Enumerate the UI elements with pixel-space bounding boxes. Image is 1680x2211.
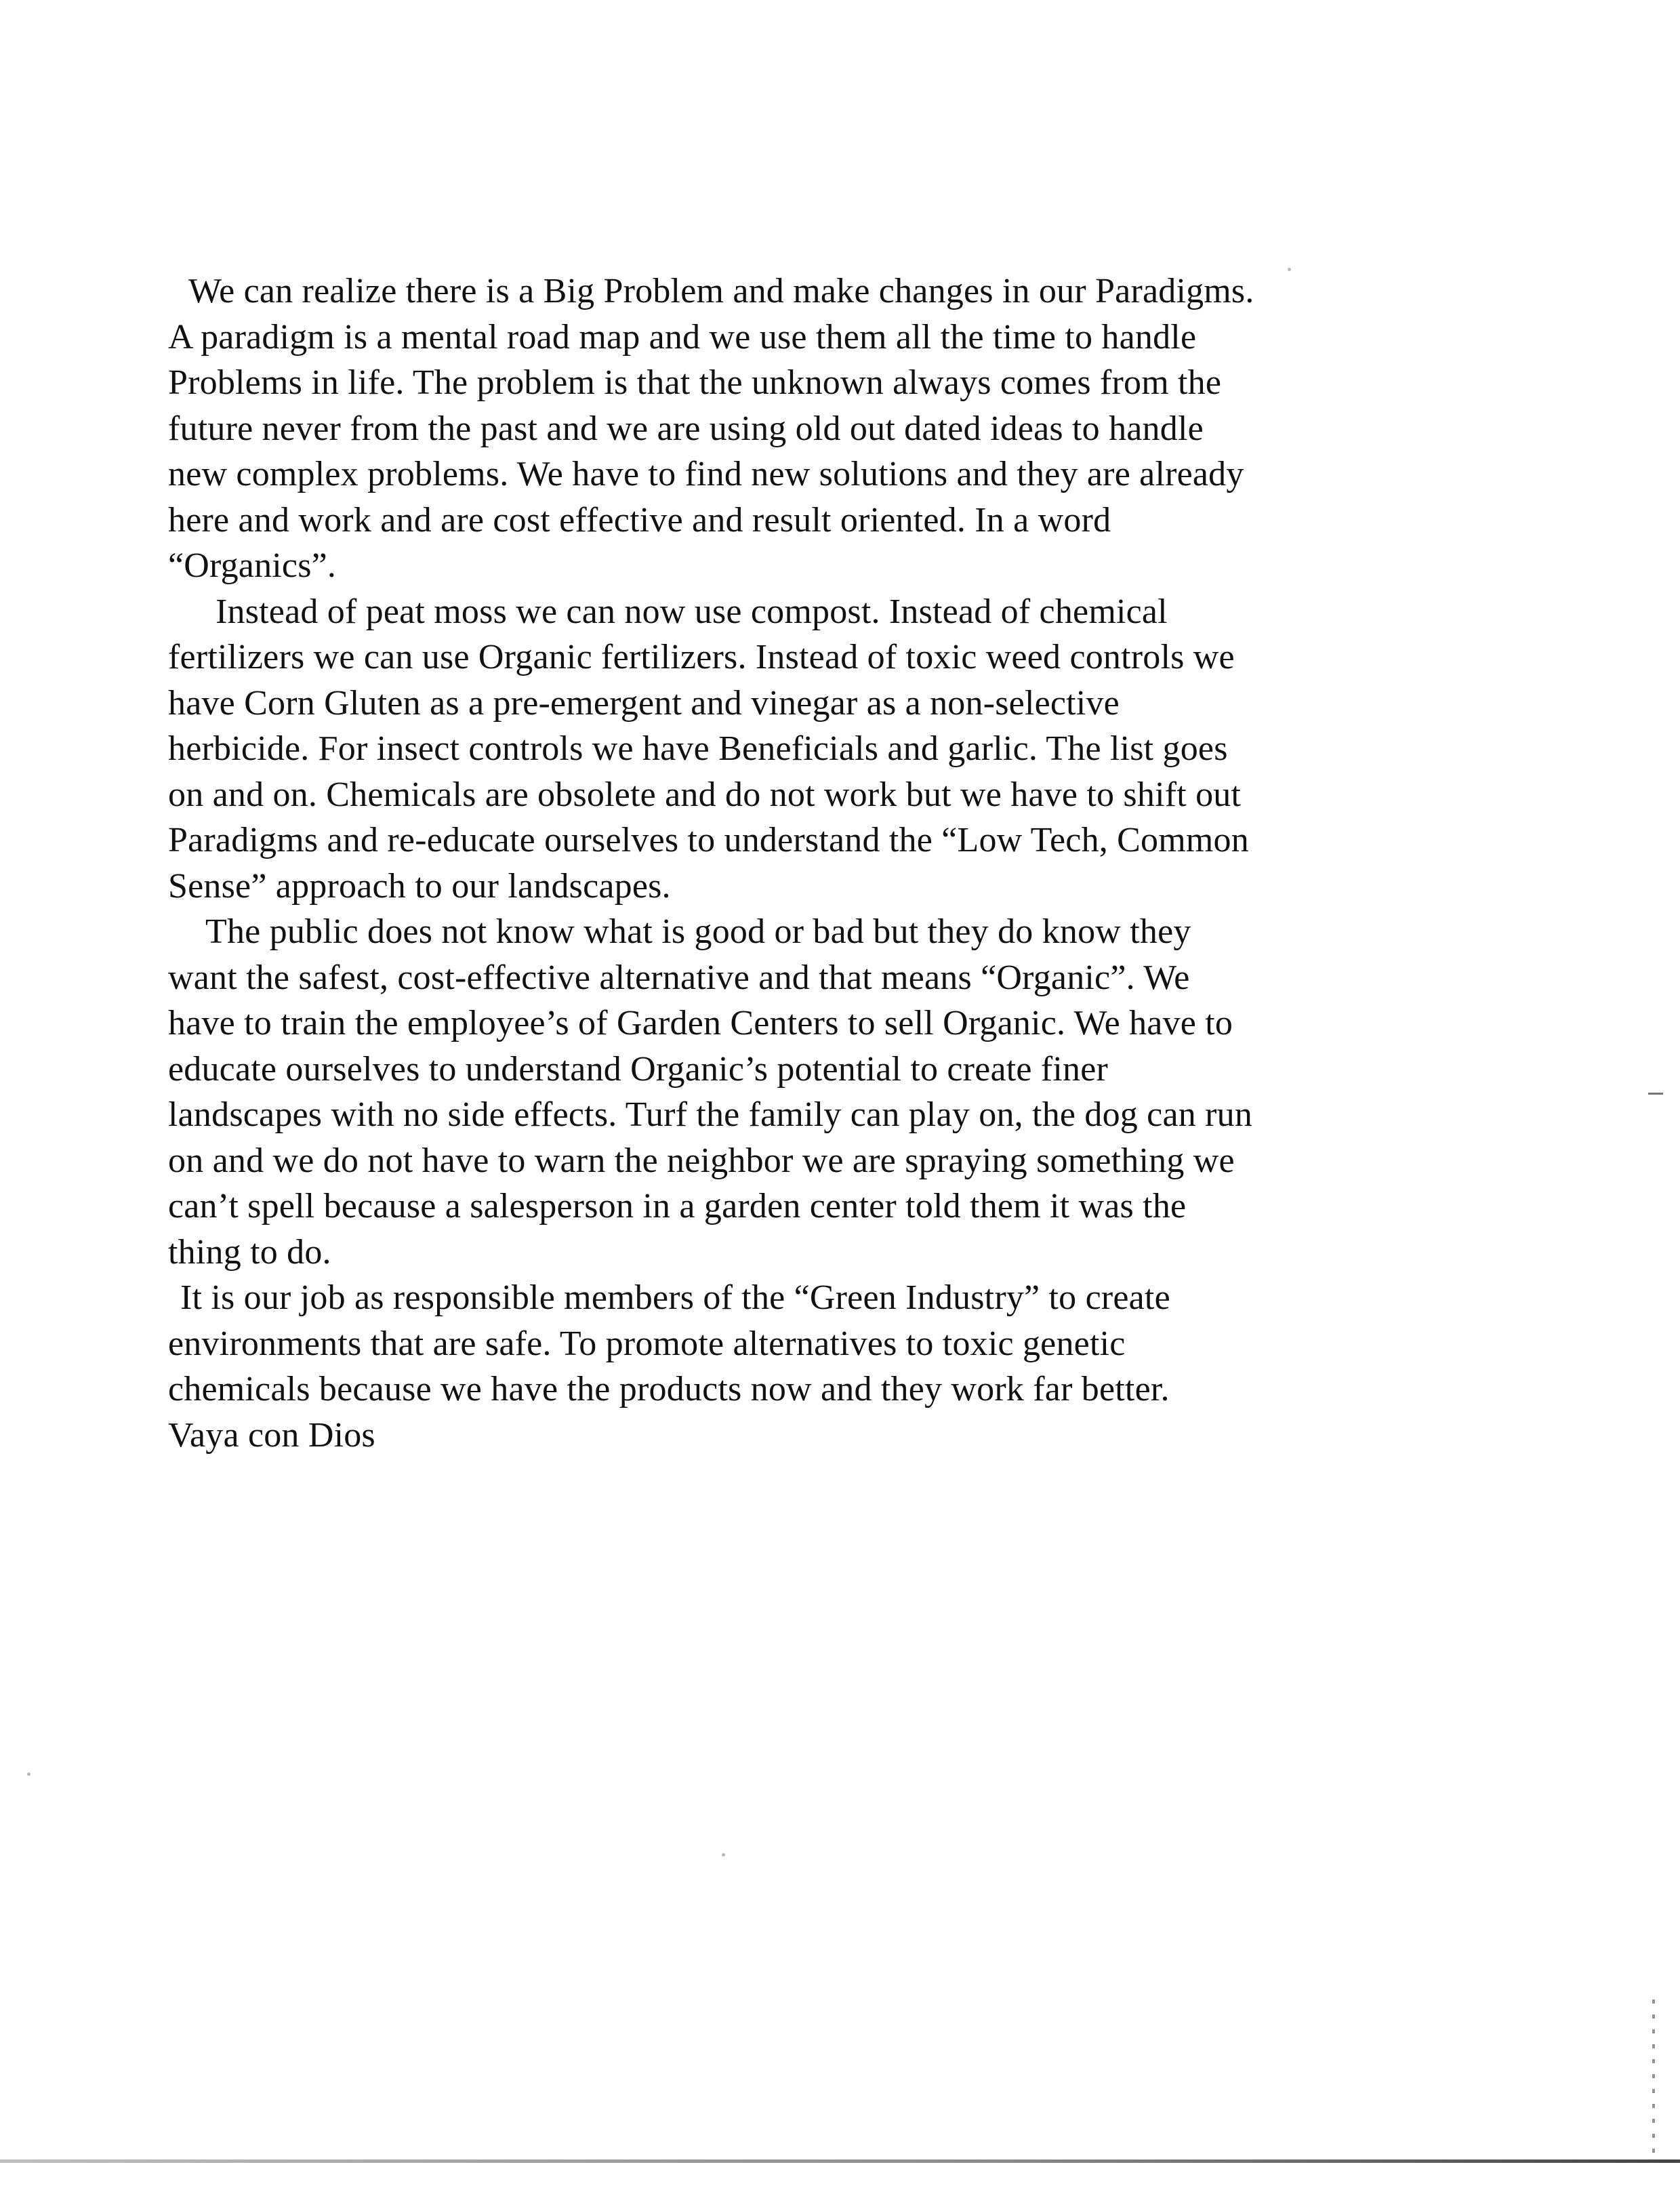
text-line: can’t spell because a salesperson in a garden center told them it was the <box>168 1187 1187 1225</box>
text-line: want the safest, cost-effective alternative and that means “Organic”. We <box>168 958 1190 997</box>
text-line: on and we do not have to warn the neighbor we are spraying something we <box>168 1141 1235 1180</box>
text-line: have Corn Gluten as a pre-emergent and vinegar as a non-selective <box>168 683 1120 723</box>
text-line: here and work and are cost effective and result oriented. In a word <box>168 500 1111 540</box>
text-line: herbicide. For insect controls we have Beneficials and garlic. The list goes <box>168 729 1228 768</box>
scan-edge-dots <box>1652 2000 1655 2155</box>
text-line: “Organics”. <box>168 546 337 585</box>
text-line: landscapes with no side effects. Turf the family can play on, the dog can run <box>168 1095 1253 1134</box>
text-line: chemicals because we have the products now and they work far better. <box>168 1370 1170 1408</box>
text-line: Instead of peat moss we can now use compost. Instead of chemical <box>216 592 1168 631</box>
margin-mark <box>1648 1093 1663 1095</box>
text-line: We can realize there is a Big Problem and make changes in our Paradigms. <box>188 272 1254 310</box>
text-line: Problems in life. The problem is that the unknown always comes from the <box>168 363 1222 402</box>
text-line: new complex problems. We have to find new solutions and they are already <box>168 455 1244 493</box>
closing-line: Vaya con Dios <box>168 1415 375 1455</box>
scan-bottom-edge <box>0 2159 1680 2163</box>
text-line: fertilizers we can use Organic fertilizers. Instead of toxic weed controls we <box>168 638 1235 676</box>
scan-speck <box>1288 268 1291 271</box>
text-line: environments that are safe. To promote alternatives to toxic genetic <box>168 1324 1126 1363</box>
text-line: thing to do. <box>168 1232 331 1272</box>
letter-body <box>168 268 1429 1458</box>
text-line: Sense” approach to our landscapes. <box>168 866 671 906</box>
text-line: on and on. Chemicals are obsolete and do not work but we have to shift out <box>168 775 1242 814</box>
text-line: Paradigms and re-educate ourselves to understand the “Low Tech, Common <box>168 821 1249 859</box>
text-line: educate ourselves to understand Organic’s potential to create finer <box>168 1049 1109 1089</box>
text-line: It is our job as responsible members of the “Green Industry” to create <box>180 1278 1170 1317</box>
text-line: A paradigm is a mental road map and we use them all the time to handle <box>168 317 1197 357</box>
scan-speck <box>722 1853 725 1857</box>
text-line: future never from the past and we are using old out dated ideas to handle <box>168 409 1204 448</box>
text-line: have to train the employee’s of Garden Centers to sell Organic. We have to <box>168 1004 1233 1042</box>
text-line: The public does not know what is good or bad but they do know they <box>205 912 1191 951</box>
scan-speck <box>27 1772 30 1776</box>
